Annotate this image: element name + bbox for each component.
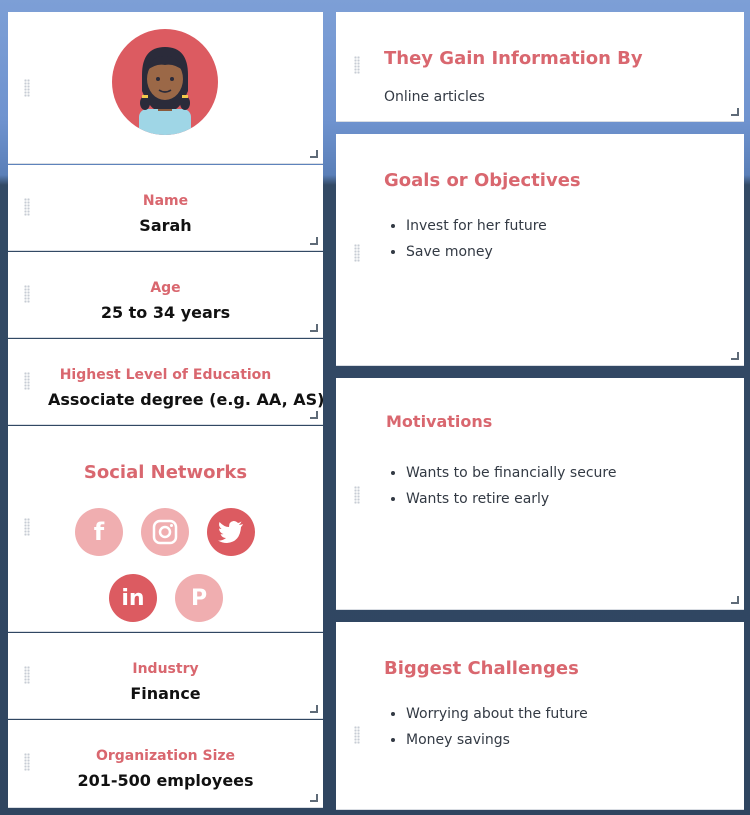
- name-card[interactable]: [8, 165, 323, 251]
- resize-handle-icon[interactable]: [310, 150, 318, 158]
- information-sources-title: They Gain Information By: [384, 48, 643, 69]
- drag-handle-icon[interactable]: [354, 56, 360, 74]
- name-label: Name: [142, 193, 189, 209]
- social-networks-card[interactable]: [8, 426, 323, 632]
- resize-handle-icon[interactable]: [731, 352, 739, 360]
- avatar: [112, 29, 218, 135]
- information-sources-text: Online articles: [384, 89, 485, 105]
- list-item: • Worrying about the future: [406, 706, 588, 722]
- drag-handle-icon[interactable]: [24, 518, 30, 536]
- motivations-title: Motivations: [386, 412, 493, 431]
- challenges-card[interactable]: [336, 622, 744, 810]
- resize-handle-icon[interactable]: [310, 794, 318, 802]
- drag-handle-icon[interactable]: [354, 486, 360, 504]
- information-sources-card[interactable]: [336, 12, 744, 122]
- list-item: • Money savings: [406, 732, 588, 748]
- twitter-icon[interactable]: [207, 508, 255, 556]
- list-item: • Invest for her future: [406, 218, 547, 234]
- challenges-title: Biggest Challenges: [384, 658, 579, 679]
- list-item: • Wants to retire early: [406, 491, 616, 507]
- age-card[interactable]: [8, 252, 323, 338]
- challenges-list: [384, 706, 588, 758]
- industry-card[interactable]: [8, 633, 323, 719]
- organization-size-card[interactable]: [8, 720, 323, 808]
- facebook-icon[interactable]: f: [75, 508, 123, 556]
- organization-size-label: Organization Size: [95, 748, 236, 764]
- instagram-icon[interactable]: [141, 508, 189, 556]
- drag-handle-icon[interactable]: [24, 79, 30, 97]
- drag-handle-icon[interactable]: [354, 726, 360, 744]
- avatar-card[interactable]: [8, 12, 323, 164]
- education-label: Highest Level of Education: [59, 367, 272, 383]
- linkedin-icon[interactable]: in: [109, 574, 157, 622]
- goals-card[interactable]: [336, 134, 744, 366]
- resize-handle-icon[interactable]: [310, 705, 318, 713]
- industry-value: Finance: [130, 684, 201, 703]
- motivations-card[interactable]: [336, 378, 744, 610]
- goals-title: Goals or Objectives: [384, 170, 581, 191]
- resize-handle-icon[interactable]: [731, 596, 739, 604]
- pinterest-icon[interactable]: P: [175, 574, 223, 622]
- name-value: Sarah: [139, 216, 192, 235]
- education-card[interactable]: [8, 339, 323, 425]
- list-item: • Save money: [406, 244, 547, 260]
- resize-handle-icon[interactable]: [310, 237, 318, 245]
- resize-handle-icon[interactable]: [731, 108, 739, 116]
- goals-list: [384, 218, 547, 270]
- industry-label: Industry: [132, 661, 199, 677]
- drag-handle-icon[interactable]: [354, 244, 360, 262]
- motivations-list: [384, 465, 616, 517]
- resize-handle-icon[interactable]: [310, 411, 318, 419]
- education-value: Associate degree (e.g. AA, AS): [48, 390, 325, 409]
- social-networks-title: Social Networks: [83, 462, 248, 483]
- list-item: • Wants to be financially secure: [406, 465, 616, 481]
- organization-size-value: 201-500 employees: [77, 771, 254, 790]
- age-label: Age: [150, 280, 181, 296]
- resize-handle-icon[interactable]: [310, 324, 318, 332]
- age-value: 25 to 34 years: [100, 303, 231, 322]
